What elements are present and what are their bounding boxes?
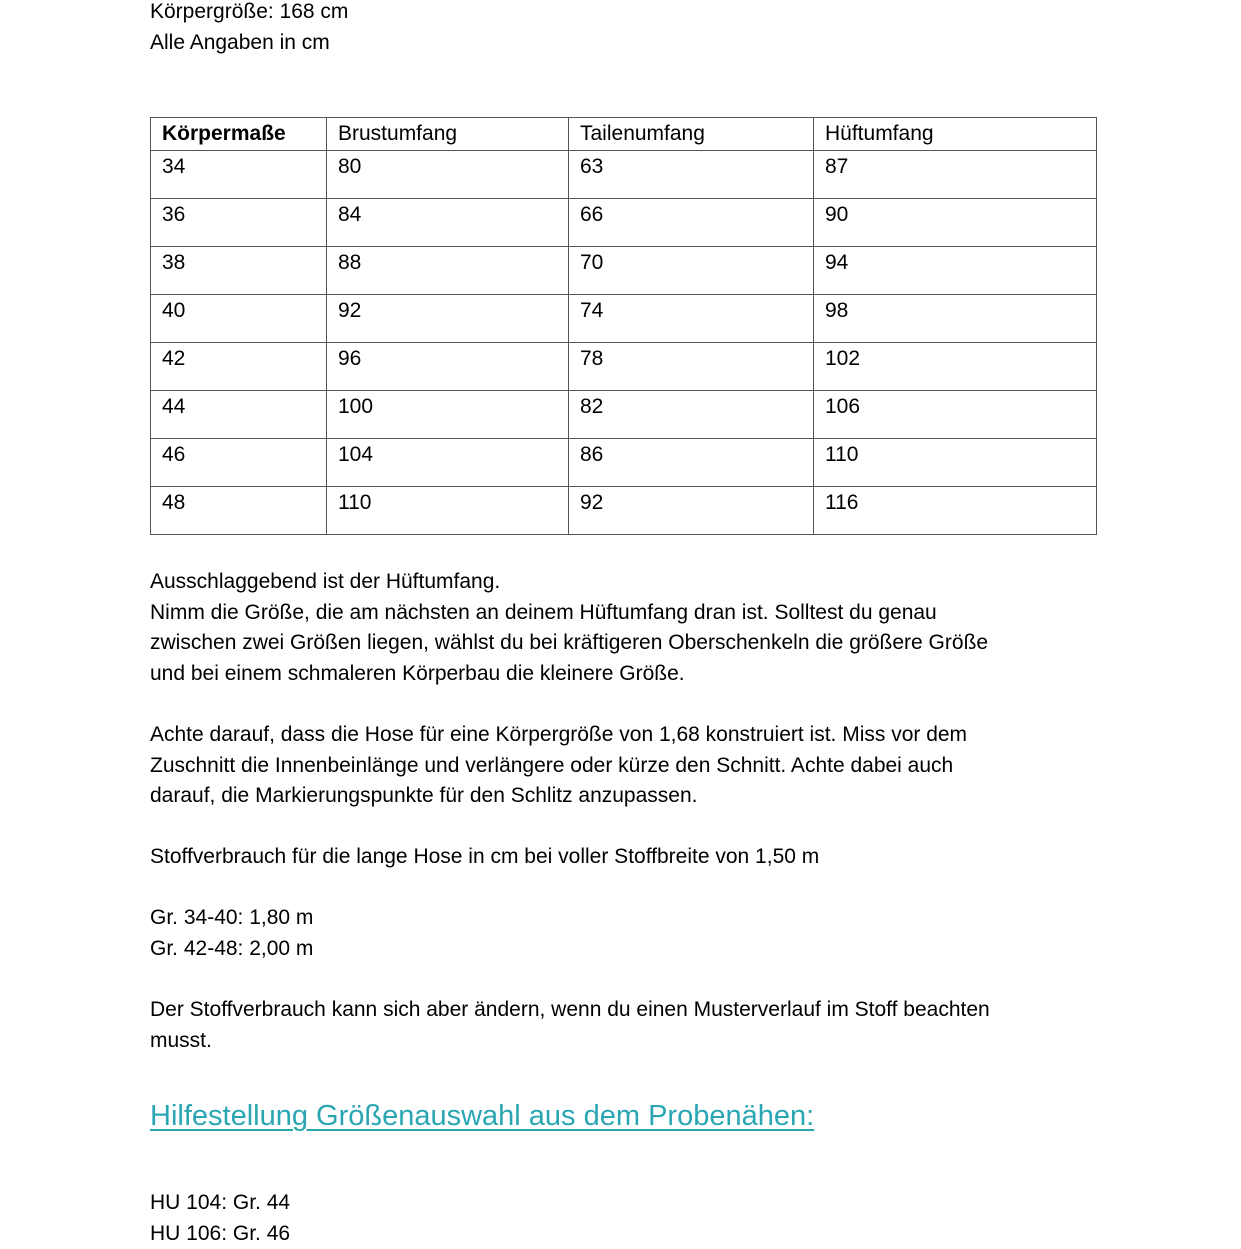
cell-huefte: 116 bbox=[814, 487, 1097, 535]
header-brustumfang: Brustumfang bbox=[327, 118, 569, 151]
cell-brust: 100 bbox=[327, 391, 569, 439]
intro-section bbox=[150, 0, 348, 58]
paragraph-line: zwischen zwei Größen liegen, wählst du bei kräftigeren Oberschenkeln die größere Größe bbox=[150, 628, 1096, 659]
paragraph-line: Achte darauf, dass die Hose für eine Körpergröße von 1,68 konstruiert ist. Miss vor dem bbox=[150, 720, 1096, 751]
cell-taille: 74 bbox=[569, 295, 814, 343]
table-row bbox=[151, 295, 1097, 343]
body-height-note: Körpergröße: 168 cm bbox=[150, 0, 348, 28]
table-row bbox=[151, 199, 1097, 247]
cell-brust: 92 bbox=[327, 295, 569, 343]
pattern-note-paragraph bbox=[150, 995, 1096, 1056]
table-row bbox=[151, 343, 1097, 391]
paragraph-line: Nimm die Größe, die am nächsten an deinem Hüftumfang dran ist. Solltest du genau bbox=[150, 598, 1096, 629]
cell-taille: 66 bbox=[569, 199, 814, 247]
cell-size: 46 bbox=[151, 439, 327, 487]
cell-huefte: 110 bbox=[814, 439, 1097, 487]
paragraph-line: Stoffverbrauch für die lange Hose in cm bei voller Stoffbreite von 1,50 m bbox=[150, 842, 1096, 873]
cell-huefte: 106 bbox=[814, 391, 1097, 439]
header-koerpermasse: Körpermaße bbox=[151, 118, 327, 151]
size-advice-paragraph bbox=[150, 567, 1096, 689]
cell-brust: 88 bbox=[327, 247, 569, 295]
help-entry: HU 106: Gr. 46 bbox=[150, 1219, 1096, 1249]
cell-taille: 78 bbox=[569, 343, 814, 391]
paragraph-line: Der Stoffverbrauch kann sich aber ändern, wenn du einen Musterverlauf im Stoff beachten bbox=[150, 995, 1096, 1026]
cell-huefte: 94 bbox=[814, 247, 1097, 295]
paragraph-line: musst. bbox=[150, 1026, 1096, 1057]
help-section-heading: Hilfestellung Größenauswahl aus dem Probenähen: bbox=[150, 1100, 814, 1133]
paragraph-line: und bei einem schmaleren Körperbau die kleinere Größe. bbox=[150, 659, 1096, 690]
cell-size: 44 bbox=[151, 391, 327, 439]
units-note: Alle Angaben in cm bbox=[150, 28, 348, 59]
table-header-row bbox=[151, 118, 1097, 151]
table-row bbox=[151, 391, 1097, 439]
length-note-paragraph bbox=[150, 720, 1096, 812]
help-entry: HU 104: Gr. 44 bbox=[150, 1188, 1096, 1219]
paragraph-line: Zuschnitt die Innenbeinlänge und verlängere oder kürze den Schnitt. Achte dabei auch bbox=[150, 751, 1096, 782]
fabric-amount-item: Gr. 34-40: 1,80 m bbox=[150, 903, 1096, 934]
table-row bbox=[151, 487, 1097, 535]
cell-size: 38 bbox=[151, 247, 327, 295]
paragraph-line: Ausschlaggebend ist der Hüftumfang. bbox=[150, 567, 1096, 598]
cell-brust: 110 bbox=[327, 487, 569, 535]
cell-size: 36 bbox=[151, 199, 327, 247]
cell-huefte: 98 bbox=[814, 295, 1097, 343]
cell-size: 42 bbox=[151, 343, 327, 391]
fabric-intro bbox=[150, 842, 1096, 873]
fabric-amounts bbox=[150, 903, 1096, 964]
cell-size: 40 bbox=[151, 295, 327, 343]
cell-brust: 104 bbox=[327, 439, 569, 487]
cell-huefte: 87 bbox=[814, 151, 1097, 199]
cell-brust: 80 bbox=[327, 151, 569, 199]
cell-taille: 82 bbox=[569, 391, 814, 439]
cell-taille: 92 bbox=[569, 487, 814, 535]
cell-size: 34 bbox=[151, 151, 327, 199]
table-row bbox=[151, 439, 1097, 487]
header-tailenumfang: Tailenumfang bbox=[569, 118, 814, 151]
header-hueftumfang: Hüftumfang bbox=[814, 118, 1097, 151]
size-table bbox=[150, 117, 1097, 535]
table-row bbox=[151, 151, 1097, 199]
cell-huefte: 90 bbox=[814, 199, 1097, 247]
paragraph-line: darauf, die Markierungspunkte für den Schlitz anzupassen. bbox=[150, 781, 1096, 812]
cell-huefte: 102 bbox=[814, 343, 1097, 391]
cell-brust: 96 bbox=[327, 343, 569, 391]
cell-taille: 86 bbox=[569, 439, 814, 487]
fabric-amount-item: Gr. 42-48: 2,00 m bbox=[150, 934, 1096, 965]
cell-brust: 84 bbox=[327, 199, 569, 247]
help-entries bbox=[150, 1188, 1096, 1249]
cell-taille: 70 bbox=[569, 247, 814, 295]
cell-size: 48 bbox=[151, 487, 327, 535]
cell-taille: 63 bbox=[569, 151, 814, 199]
table-row bbox=[151, 247, 1097, 295]
